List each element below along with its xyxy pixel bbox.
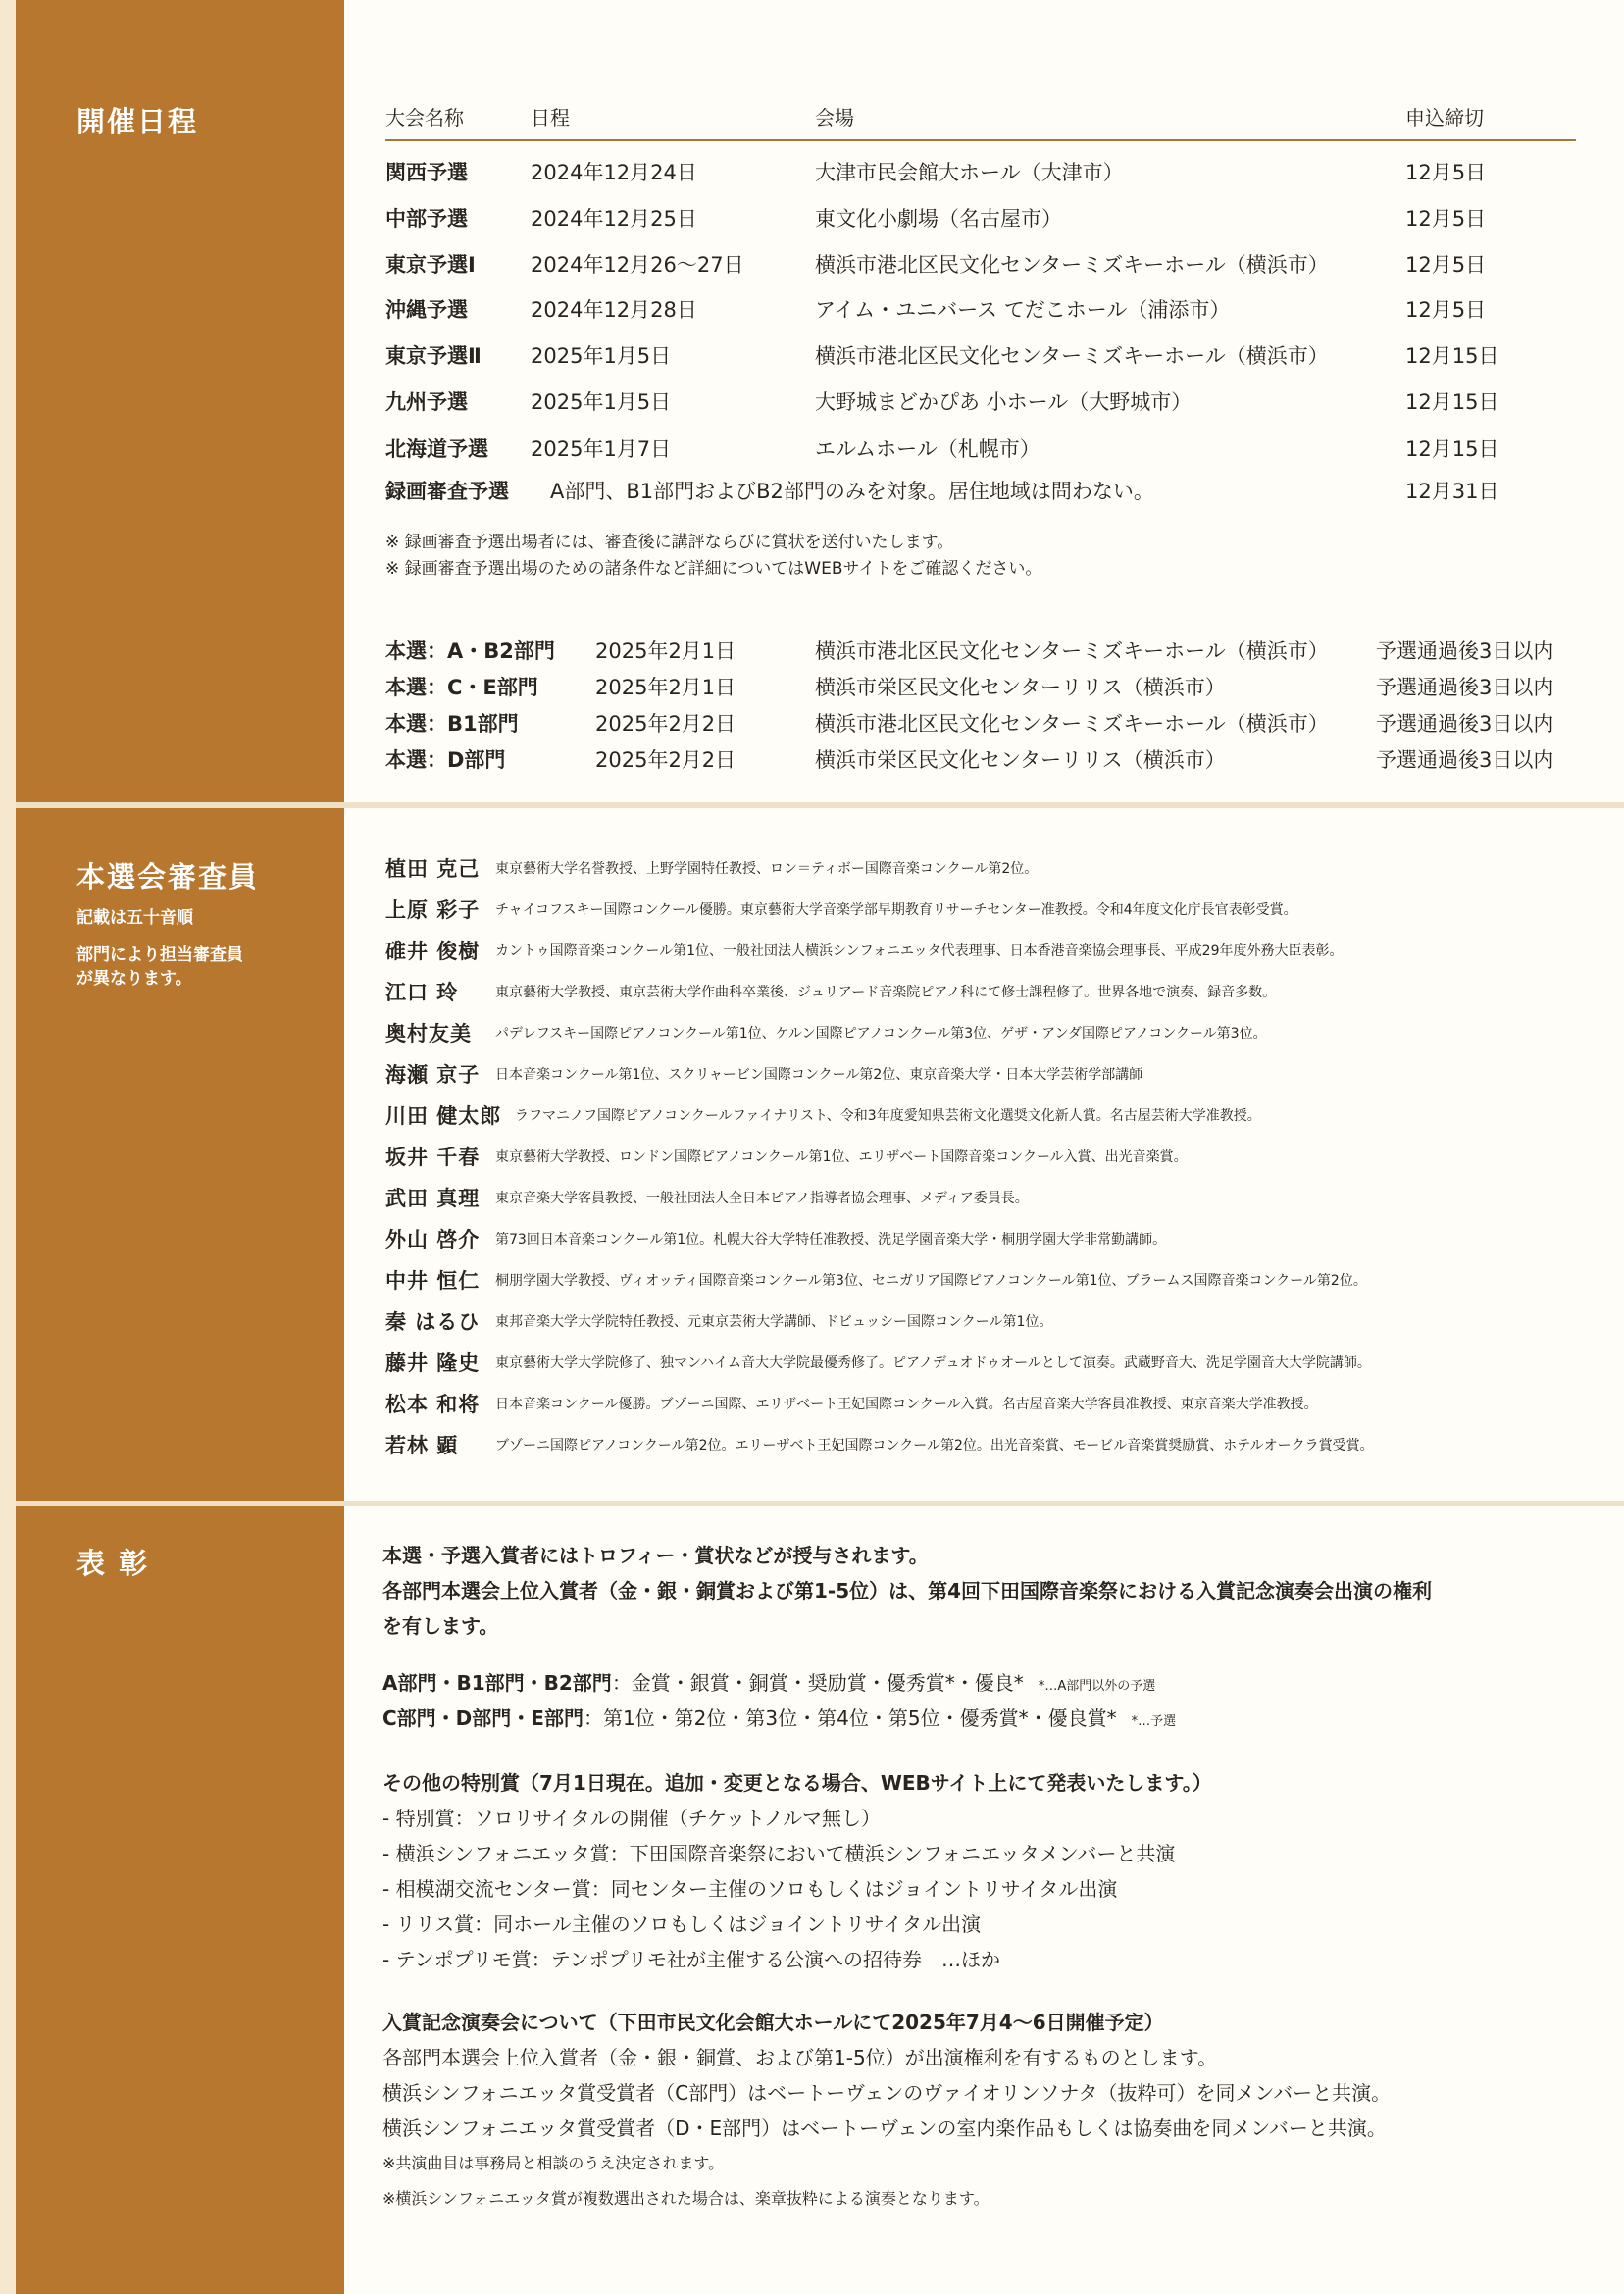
judges-section-title: 本選会審査員 <box>76 860 260 893</box>
judge-entry <box>385 1100 1576 1136</box>
awards-sidebar <box>16 1506 344 2294</box>
event-deadline: 12月15日 <box>1405 344 1499 368</box>
event-date: 2025年2月2日 <box>595 712 736 736</box>
judge-bio: 日本音楽コンクール第1位、スクリャービン国際コンクール第2位、東京音楽大学・日本大学芸術学部講師 <box>495 1067 1143 1083</box>
judge-entry <box>385 1389 1576 1424</box>
schedule-row <box>385 340 1576 374</box>
header-deadline: 申込締切 <box>1405 106 1484 129</box>
event-venue: 横浜市港北区民文化センターミズキーホール（横浜市） <box>815 712 1329 736</box>
schedule-row <box>385 294 1576 328</box>
event-date: 2025年1月5日 <box>531 390 672 414</box>
event-deadline: 12月5日 <box>1405 253 1487 277</box>
concert-line: 横浜シンフォニエッタ賞受賞者（C部門）はベートーヴェンのヴァイオリンソナタ（抜粋可）を同メンバーと共演。 <box>382 2081 1392 2105</box>
section-divider <box>16 802 1624 808</box>
judge-entry <box>385 1348 1576 1383</box>
judge-bio: 東京藝術大学教授、東京芸術大学作曲科卒業後、ジュリアード音楽院ピアノ科にて修士課程修了。世界各地で演奏、録音多数。 <box>495 985 1277 1000</box>
judge-name: 坂井 千春 <box>385 1146 481 1169</box>
event-venue: 横浜市栄区民文化センターリリス（横浜市） <box>815 748 1226 772</box>
prize-list-a <box>382 1667 1155 1696</box>
schedule-row <box>385 249 1576 282</box>
judge-entry <box>385 894 1576 930</box>
judge-bio: 東邦音楽大学大学院特任教授、元東京芸術大学講師、ドビュッシー国際コンクール第1位。 <box>495 1314 1053 1330</box>
judge-entry <box>385 1183 1576 1218</box>
event-deadline: 12月5日 <box>1405 298 1487 322</box>
finals-row <box>385 708 1576 741</box>
finals-row <box>385 672 1576 705</box>
event-venue: 横浜市港北区民文化センターミズキーホール（横浜市） <box>815 344 1329 368</box>
special-award-item: - 相模湖交流センター賞：同センター主催のソロもしくはジョイントリサイタル出演 <box>382 1877 1118 1901</box>
concert-line: 横浜シンフォニエッタ賞受賞者（D・E部門）はベートーヴェンの室内楽作品もしくは協奏曲を同メンバーと共演。 <box>382 2116 1387 2140</box>
judge-name: 植田 克己 <box>385 857 481 881</box>
schedule-row <box>385 203 1576 236</box>
event-date: 2024年12月28日 <box>531 298 697 322</box>
prize-a-footnote: *…A部門以外の予選 <box>1038 1679 1156 1694</box>
special-award-item: - 特別賞：ソロリサイタルの開催（チケットノルマ無し） <box>382 1807 881 1830</box>
event-date: 2025年2月1日 <box>595 639 736 663</box>
event-name: 沖縄予選 <box>385 298 468 322</box>
event-deadline: 予選通過後3日以内 <box>1376 639 1554 663</box>
event-deadline: 12月5日 <box>1405 161 1487 184</box>
schedule-row <box>385 157 1576 190</box>
event-name: 東京予選Ⅱ <box>385 344 482 368</box>
schedule-table-header <box>385 100 1576 141</box>
event-name: 本選：D部門 <box>385 748 506 772</box>
event-date: 2024年12月24日 <box>531 161 697 184</box>
event-name: 北海道予選 <box>385 437 488 461</box>
judge-entry <box>385 1306 1576 1342</box>
special-awards-title: その他の特別賞（7月1日現在。追加・変更となる場合、WEBサイト上にて発表いたします。） <box>382 1771 1212 1795</box>
awards-intro-line1: 本選・予選入賞者にはトロフィー・賞状などが授与されます。 <box>382 1544 929 1567</box>
event-name: 九州予選 <box>385 390 468 414</box>
event-deadline: 予選通過後3日以内 <box>1376 676 1554 699</box>
judge-bio: 東京藝術大学名誉教授、上野学園特任教授、ロン＝ティボー国際音楽コンクール第2位。 <box>495 861 1039 877</box>
event-deadline: 12月31日 <box>1405 480 1499 503</box>
judge-entry <box>385 1142 1576 1177</box>
header-event-name: 大会名称 <box>385 106 464 129</box>
special-award-item: - 横浜シンフォニエッタ賞：下田国際音楽祭において横浜シンフォニエッタメンバーと共演 <box>382 1842 1176 1865</box>
concert-line: 各部門本選会上位入賞者（金・銀・銅賞、および第1-5位）が出演権利を有するものとします。 <box>382 2046 1218 2069</box>
judge-entry <box>385 1265 1576 1300</box>
judge-bio: カントゥ国際音楽コンクール第1位、一般社団法人横浜シンフォニエッタ代表理事、日本香港音楽協会理事長、平成29年度外務大臣表彰。 <box>495 943 1344 959</box>
judge-entry <box>385 1224 1576 1259</box>
event-name: 本選：B1部門 <box>385 712 519 736</box>
event-venue: 東文化小劇場（名古屋市） <box>815 207 1062 230</box>
schedule-row <box>385 386 1576 420</box>
event-venue: 大津市民会館大ホール（大津市） <box>815 161 1124 184</box>
prize-a-departments: A部門・B1部門・B2部門 <box>382 1671 612 1695</box>
awards-intro-line2: 各部門本選会上位入賞者（金・銀・銅賞および第1-5位）は、第4回下田国際音楽祭における入賞記念演奏会出演の権利 <box>382 1579 1433 1603</box>
judge-name: 上原 彩子 <box>385 898 481 922</box>
event-deadline: 12月5日 <box>1405 207 1487 230</box>
judge-name: 若林 顕 <box>385 1434 459 1457</box>
prize-list-c <box>382 1703 1176 1731</box>
judges-order-note: 記載は五十音順 <box>76 908 193 928</box>
judge-name: 江口 玲 <box>385 981 459 1004</box>
judges-dept-note-line2: が異なります。 <box>76 969 192 989</box>
event-venue: 横浜市港北区民文化センターミズキーホール（横浜市） <box>815 639 1329 663</box>
judge-name: 川田 健太郎 <box>385 1104 502 1128</box>
section-divider <box>16 1501 1624 1506</box>
schedule-footnote: ※ 録画審査予選出場のための諸条件など詳細についてはWEBサイトをご確認ください。 <box>385 559 1042 579</box>
event-deadline: 予選通過後3日以内 <box>1376 712 1554 736</box>
prize-c-departments: C部門・D部門・E部門 <box>382 1707 584 1730</box>
judge-name: 秦 はるひ <box>385 1310 481 1334</box>
event-name: 関西予選 <box>385 161 468 184</box>
event-venue: エルムホール（札幌市） <box>815 437 1040 461</box>
judge-name: 武田 真理 <box>385 1187 481 1210</box>
event-venue: 横浜市港北区民文化センターミズキーホール（横浜市） <box>815 253 1329 277</box>
event-date: 2024年12月25日 <box>531 207 697 230</box>
judge-name: 奥村友美 <box>385 1022 472 1045</box>
judge-entry <box>385 936 1576 971</box>
judge-bio: チャイコフスキー国際コンクール優勝。東京藝術大学音楽学部早期教育リサーチセンター准教授。令和4年度文化庁長官表彰受賞。 <box>495 902 1297 918</box>
header-venue: 会場 <box>815 106 854 129</box>
judge-name: 外山 啓介 <box>385 1228 481 1251</box>
left-edge-strip <box>0 0 16 2294</box>
awards-section-title: 表 彰 <box>76 1547 150 1580</box>
concert-title: 入賞記念演奏会について（下田市民文化会館大ホールにて2025年7月4〜6日開催予定） <box>382 2011 1164 2034</box>
concert-note: ※共演曲目は事務局と相談のうえ決定されます。 <box>382 2154 725 2172</box>
event-date: 2025年2月2日 <box>595 748 736 772</box>
judge-bio: パデレフスキー国際ピアノコンクール第1位、ケルン国際ピアノコンクール第3位、ゲザ・アンダ国際ピアノコンクール第3位。 <box>495 1026 1267 1042</box>
judge-bio: 第73回日本音楽コンクール第1位。札幌大谷大学特任准教授、洗足学園音楽大学・桐朋学園大学非常勤講師。 <box>495 1232 1167 1248</box>
event-date: 2025年1月5日 <box>531 344 672 368</box>
event-name: 中部予選 <box>385 207 468 230</box>
judge-bio: ラフマニノフ国際ピアノコンクールファイナリスト、令和3年度愛知県芸術文化選奨文化新人賞。名古屋芸術大学准教授。 <box>515 1108 1261 1124</box>
schedule-footnote: ※ 録画審査予選出場者には、審査後に講評ならびに賞状を送付いたします。 <box>385 533 954 552</box>
event-date: 2025年2月1日 <box>595 676 736 699</box>
judge-bio: 桐朋学園大学教授、ヴィオッティ国際音楽コンクール第3位、セニガリア国際ピアノコンクール第1位、ブラームス国際音楽コンクール第2位。 <box>495 1273 1367 1289</box>
judge-entry <box>385 1018 1576 1053</box>
prize-c-awards: ：第1位・第2位・第3位・第4位・第5位・優秀賞*・優良賞* <box>583 1707 1117 1730</box>
event-name: 東京予選Ⅰ <box>385 253 476 277</box>
judge-entry <box>385 1059 1576 1095</box>
video-screening-note: A部門、B1部門およびB2部門のみを対象。居住地域は問わない。 <box>550 480 1154 503</box>
judges-dept-note-line1: 部門により担当審査員 <box>76 945 243 965</box>
event-name: 録画審査予選 <box>385 480 509 503</box>
event-date: 2025年1月7日 <box>531 437 672 461</box>
judge-bio: 東京藝術大学大学院修了、独マンハイム音大大学院最優秀修了。ピアノデュオドゥオールとして演奏。武蔵野音大、洗足学園音大大学院講師。 <box>495 1355 1371 1371</box>
event-deadline: 予選通過後3日以内 <box>1376 748 1554 772</box>
event-venue: 横浜市栄区民文化センターリリス（横浜市） <box>815 676 1226 699</box>
schedule-row <box>385 433 1576 467</box>
judge-name: 藤井 隆史 <box>385 1351 481 1375</box>
event-venue: 大野城まどかぴあ 小ホール（大野城市） <box>815 390 1193 414</box>
finals-row <box>385 744 1576 778</box>
judge-entry <box>385 853 1576 889</box>
judge-bio: 東京音楽大学客員教授、一般社団法人全日本ピアノ指導者協会理事、メディア委員長。 <box>495 1191 1029 1206</box>
event-venue: アイム・ユニバース てだこホール（浦添市） <box>815 298 1231 322</box>
schedule-section-title: 開催日程 <box>76 105 199 138</box>
judge-entry <box>385 1430 1576 1465</box>
judge-name: 碓井 俊樹 <box>385 940 481 963</box>
special-award-item: - リリス賞：同ホール主催のソロもしくはジョイントリサイタル出演 <box>382 1912 982 1936</box>
event-deadline: 12月15日 <box>1405 437 1499 461</box>
judge-bio: 東京藝術大学教授、ロンドン国際ピアノコンクール第1位、エリザベート国際音楽コンクール入賞、出光音楽賞。 <box>495 1149 1188 1165</box>
event-name: 本選：A・B2部門 <box>385 639 555 663</box>
finals-row <box>385 636 1576 669</box>
judge-entry <box>385 977 1576 1012</box>
special-award-item: - テンポプリモ賞：テンポプリモ社が主催する公演への招待券 …ほか <box>382 1948 1000 1971</box>
header-date: 日程 <box>531 106 570 129</box>
event-deadline: 12月15日 <box>1405 390 1499 414</box>
judge-bio: ブゾーニ国際ピアノコンクール第2位。エリーザベト王妃国際コンクール第2位。出光音楽賞、モービル音楽賞奨励賞、ホテルオークラ賞受賞。 <box>495 1438 1374 1453</box>
judge-name: 中井 恒仁 <box>385 1269 481 1293</box>
awards-intro-line3: を有します。 <box>382 1614 499 1638</box>
judge-name: 松本 和将 <box>385 1393 481 1416</box>
judge-bio: 日本音楽コンクール優勝。ブゾーニ国際、エリザベート王妃国際コンクール入賞。名古屋音楽大学客員准教授、東京音楽大学准教授。 <box>495 1397 1318 1412</box>
schedule-row-video <box>385 476 1576 509</box>
prize-a-awards: ：金賞・銀賞・銅賞・奨励賞・優秀賞*・優良* <box>611 1671 1024 1695</box>
concert-note: ※横浜シンフォニエッタ賞が複数選出された場合は、楽章抜粋による演奏となります。 <box>382 2189 990 2208</box>
prize-c-footnote: *…予選 <box>1131 1714 1177 1729</box>
event-name: 本選：C・E部門 <box>385 676 538 699</box>
event-date: 2024年12月26〜27日 <box>531 253 744 277</box>
judge-name: 海瀬 京子 <box>385 1063 481 1087</box>
